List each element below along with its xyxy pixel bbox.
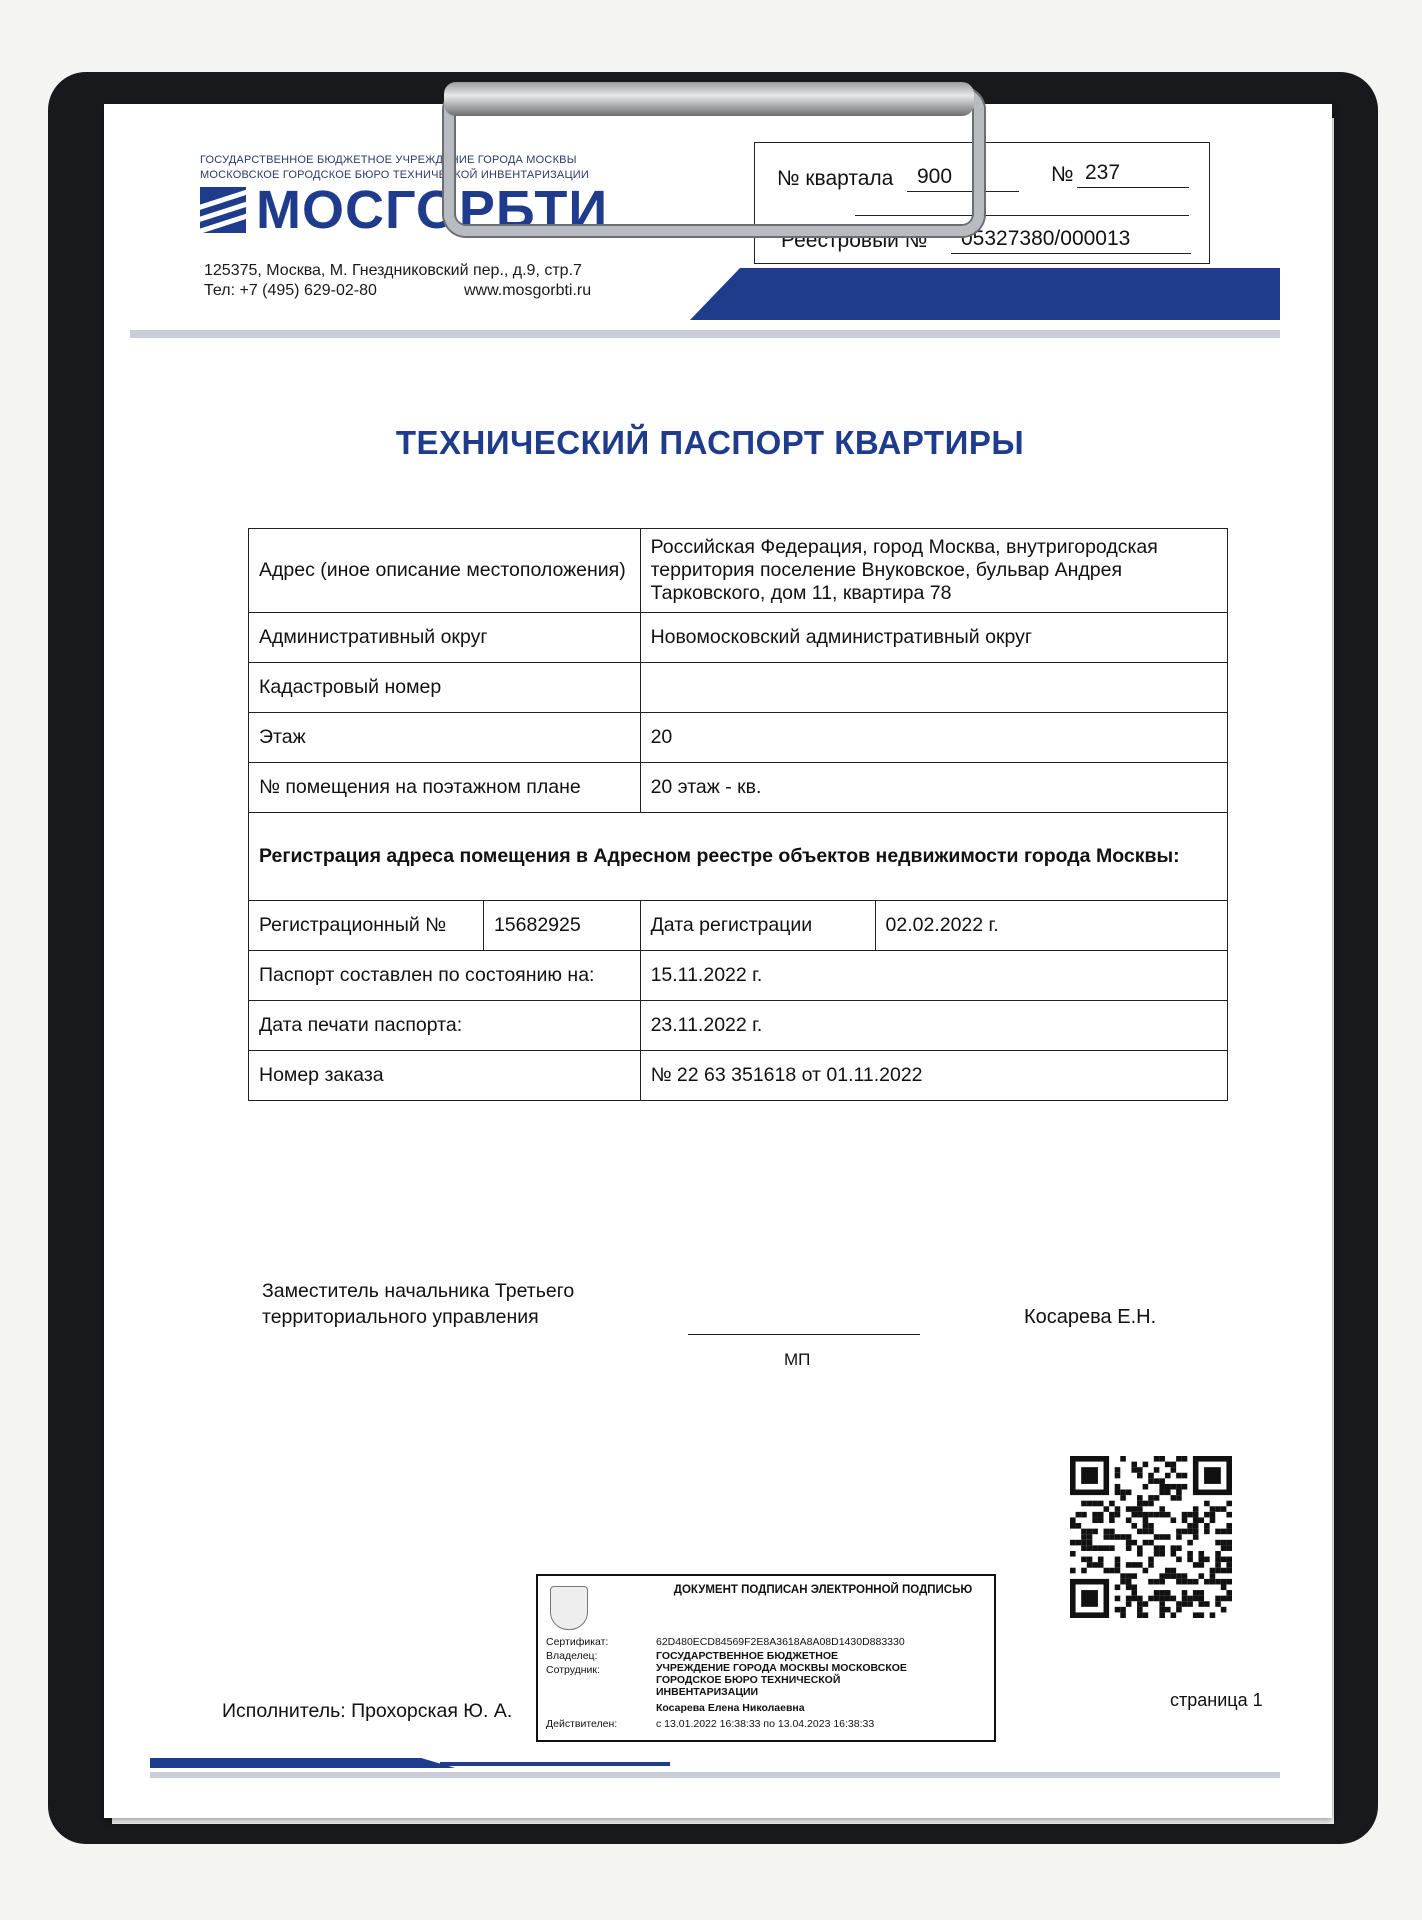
employee-label: Сотрудник: xyxy=(546,1664,600,1676)
executor: Исполнитель: Прохорская Ю. А. xyxy=(222,1700,513,1722)
document-title: ТЕХНИЧЕСКИЙ ПАСПОРТ КВАРТИРЫ xyxy=(395,424,1025,461)
seal-label: МП xyxy=(784,1350,811,1369)
org-website: www.mosgorbti.ru xyxy=(464,282,592,299)
floor-value: 20 xyxy=(640,713,1227,763)
moscow-coat-of-arms-icon xyxy=(550,1586,588,1630)
owner-value-line-2: УЧРЕЖДЕНИЕ ГОРОДА МОСКВЫ МОСКОВСКОЕ xyxy=(656,1662,907,1674)
certificate-value: 62D480ECD84569F2E8A3618A8A08D1430D883330 xyxy=(656,1636,905,1648)
reg-no-value: 15682925 xyxy=(483,901,640,951)
signer-position-line-1: Заместитель начальника Третьего xyxy=(262,1280,575,1302)
owner-value-line-1: ГОСУДАРСТВЕННОЕ БЮДЖЕТНОЕ xyxy=(656,1650,839,1662)
registry-value: 05327380/000013 xyxy=(961,227,1131,250)
valid-value: с 13.01.2022 16:38:33 по 13.04.2023 16:38:33 xyxy=(656,1718,875,1730)
qr-code-icon xyxy=(1070,1456,1232,1618)
signer-name: Косарева Е.Н. xyxy=(1024,1306,1157,1328)
room-label: № помещения на поэтажном плане xyxy=(249,763,641,813)
print-date-value: 23.11.2022 г. xyxy=(640,1001,1227,1051)
address-label: Адрес (иное описание местоположения) xyxy=(249,529,641,613)
number-value: 237 xyxy=(1085,161,1121,184)
org-name-line-1: ГОСУДАРСТВЕННОЕ БЮДЖЕТНОЕ УЧРЕЖДЕНИЕ ГОРОДА МОСКВЫ xyxy=(200,154,577,166)
cadastral-value xyxy=(640,663,1227,713)
order-value: № 22 63 351618 от 01.11.2022 xyxy=(640,1051,1227,1101)
address-value: Российская Федерация, город Москва, внутригородская территория поселение Внуковское, бульвар Андрея Тарковского, дом 11, квартира 78 xyxy=(640,529,1227,613)
table-row xyxy=(249,613,1228,663)
number-label: № xyxy=(1051,163,1074,186)
passport-info-table xyxy=(248,528,1228,1101)
header-blue-band xyxy=(690,268,1280,320)
table-row xyxy=(249,951,1228,1001)
table-row xyxy=(249,901,1228,951)
district-value: Новомосковский административный округ xyxy=(640,613,1227,663)
signer-position xyxy=(262,1278,574,1330)
table-row xyxy=(249,1051,1228,1101)
logo-mark-icon xyxy=(200,187,246,233)
reg-date-value: 02.02.2022 г. xyxy=(875,901,1227,951)
footer-blue-line xyxy=(440,1762,670,1766)
logo-text: МОСГОРБТИ xyxy=(256,180,609,240)
floor-label: Этаж xyxy=(249,713,641,763)
employee-value: Косарева Елена Николаевна xyxy=(656,1702,805,1714)
signature-line xyxy=(688,1334,920,1335)
district-label: Административный округ xyxy=(249,613,641,663)
cadastral-label: Кадастровый номер xyxy=(249,663,641,713)
e-signature-stamp xyxy=(536,1574,996,1742)
page-number: страница 1 xyxy=(1170,1690,1263,1710)
owner-value-line-3: ГОРОДСКОЕ БЮРО ТЕХНИЧЕСКОЙ xyxy=(656,1674,841,1686)
table-row xyxy=(249,1001,1228,1051)
table-row xyxy=(249,763,1228,813)
state-label: Паспорт составлен по состоянию на: xyxy=(249,951,641,1001)
table-row xyxy=(249,713,1228,763)
org-phone: Тел: +7 (495) 629-02-80 xyxy=(204,282,377,299)
reg-no-label: Регистрационный № xyxy=(249,901,484,951)
org-address: 125375, Москва, М. Гнездниковский пер., д.9, стр.7 xyxy=(204,262,582,279)
owner-label: Владелец: xyxy=(546,1650,598,1662)
footer-grey-band xyxy=(150,1772,1280,1778)
state-value: 15.11.2022 г. xyxy=(640,951,1227,1001)
table-row xyxy=(249,663,1228,713)
number-underline xyxy=(1077,187,1189,188)
clipboard-clip xyxy=(444,82,974,232)
block-value: 900 xyxy=(917,165,953,188)
registration-heading: Регистрация адреса помещения в Адресном реестре объектов недвижимости города Москвы: xyxy=(249,813,1228,901)
clip-bar xyxy=(444,82,974,116)
block-label: № квартала xyxy=(777,167,894,190)
org-name-line-2: МОСКОВСКОЕ ГОРОДСКОЕ БЮРО ТЕХНИЧЕСКОЙ ИНВЕНТАРИЗАЦИИ xyxy=(200,169,590,181)
room-value: 20 этаж - кв. xyxy=(640,763,1227,813)
registry-label: Реестровый № xyxy=(781,229,928,252)
certificate-label: Сертификат: xyxy=(546,1636,609,1648)
table-row xyxy=(249,529,1228,613)
print-date-label: Дата печати паспорта: xyxy=(249,1001,641,1051)
signer-position-line-2: территориального управления xyxy=(262,1306,539,1328)
reg-date-label: Дата регистрации xyxy=(640,901,875,951)
header-grey-band xyxy=(130,330,1280,338)
owner-value-line-4: ИНВЕНТАРИЗАЦИИ xyxy=(656,1686,759,1698)
order-label: Номер заказа xyxy=(249,1051,641,1101)
valid-label: Действителен: xyxy=(546,1718,618,1730)
stamp-heading: ДОКУМЕНТ ПОДПИСАН ЭЛЕКТРОННОЙ ПОДПИСЬЮ xyxy=(673,1584,973,1596)
table-row xyxy=(249,813,1228,901)
registry-underline xyxy=(951,253,1191,254)
